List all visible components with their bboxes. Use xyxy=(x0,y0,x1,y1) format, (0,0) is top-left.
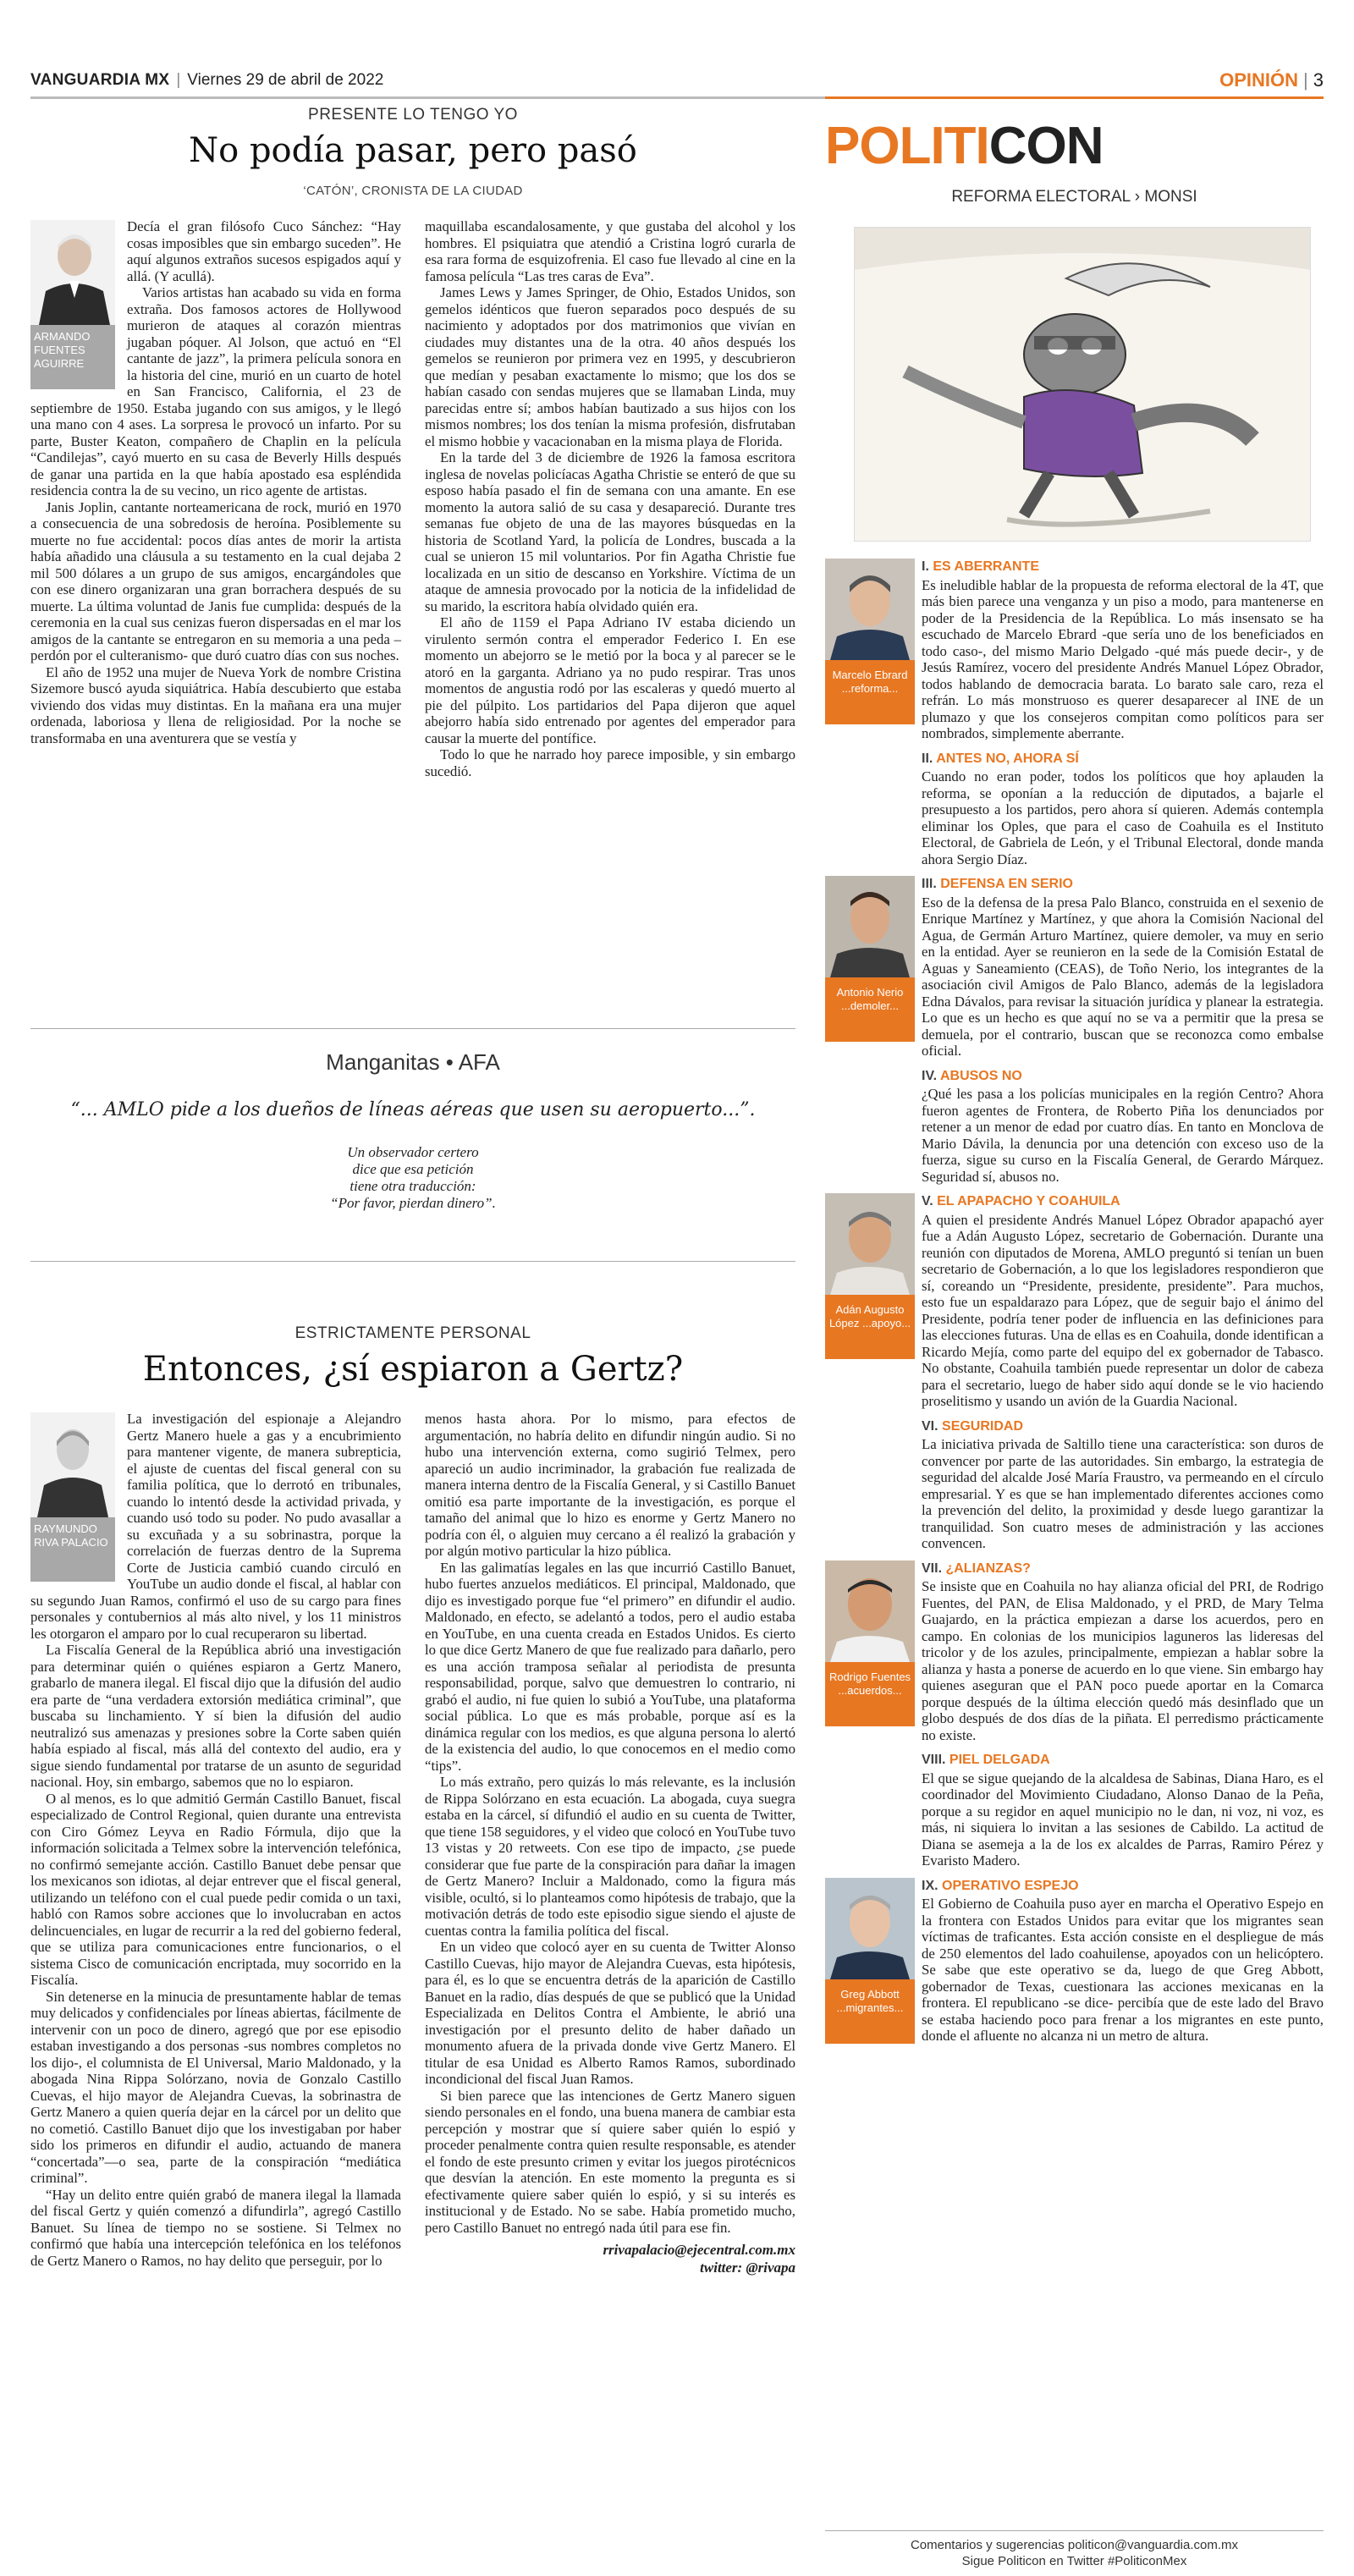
issue-date: Viernes 29 de abril de 2022 xyxy=(187,71,384,89)
paragraph: Lo más extraño, pero quizás lo más relevante, es la inclusión de Rippa Solórzano en esta ecuación. La abogada, cuya suegra estaba en la cárcel, sí difundió el audio en su cuenta de Twitter, que tiene 158 seguidores, y el video que colocó en YouTube tuvo 13 vistas y 20 retweets. Con ese tipo de impacto, ¿se puede considerar que fue parte de la conspiración para dañar la imagen de Gertz Manero? Incluir a Maldonado, como la figura más visible, ocultó, si lo planteamos como hipótesis de trabajo, que la motivación detrás de todo este episodio sigue siendo el ajuste de cuentas contra la familia política del fiscal. xyxy=(425,1774,795,1939)
item-text xyxy=(922,751,1324,868)
paragraph: Janis Joplin, cantante norteamericana de rock, murió en 1970 a consecuencia de una sobredosis de heroína. Posiblemente su muerte no fue accidental: pocos días antes de morir la artista había añadido una cláusula a su testamento en la cual dejaba 2 mil 500 dólares a un grupo de sus amigos, encargándoles que con ese dinero organizaran una gran borrachera después de su muerte. La última voluntad de Janis fue cumplida: después de la ceremonia en la cual sus cenizas fueron dispersadas en el mar los amigos de la cantante se entregaron en su memoria a una peda –perdón por el culteranismo- que duró cuatro días con sus noches. xyxy=(30,498,401,663)
newspaper-name: VANGUARDIA MX xyxy=(30,71,170,89)
item-body: El que se sigue quejando de la alcaldesa de Sabinas, Diana Haro, es el coordinador del Movimiento Ciudadano, Alonso Danao de la Peña, porque a su regidor en aquel municipio no le dan, ni voz, ni voz, es más, ni siquiera lo invitan a las sesiones de Cabildo. La actitud de Diana se asemeja a la de los ex alcaldes de Parras, Ramiro Pérez y Evaristo Madero. xyxy=(922,1770,1324,1869)
item-text xyxy=(922,1068,1324,1186)
item-heading xyxy=(922,751,1324,768)
section-name: OPINIÓN xyxy=(1219,69,1299,91)
author-portrait-icon xyxy=(30,220,115,325)
paragraph: Todo lo que he narrado hoy parece imposible, y sin embargo sucedió. xyxy=(425,746,795,779)
item-photo-caption: Antonio Nerio ...demoler... xyxy=(825,977,915,1042)
politicon-item xyxy=(825,1418,1324,1552)
item-photo-caption: Adán Augusto López ...apoyo... xyxy=(825,1295,915,1359)
item-heading xyxy=(922,876,1324,893)
item-heading xyxy=(922,1878,1324,1895)
manganitas-box xyxy=(30,1049,795,1212)
item-text xyxy=(922,876,1324,1060)
article-headline: Entonces, ¿sí espiaron a Gertz? xyxy=(142,1350,684,1389)
item-title: EL APAPACHO Y COAHUILA xyxy=(937,1194,1120,1208)
politicon-item xyxy=(825,1752,1324,1869)
item-body: Eso de la defensa de la presa Palo Blanco, construida en el sexenio de Enrique Martínez y Martínez, y que ahora la Comisión Nacional del Agua, de Germán Arturo Martínez, quiere demoler, va muy en serio en la entidad. Ayer se reunieron en la sede de la Comisión Estatal de Aguas y Saneamiento (CEAS), de Toño Nerio, los integrantes de la asociación civil Amigos de Palo Blanco, además de la legisladora Edna Dávalos, para revisar la situación jurídica y planear la estrategia. Lo que es un hecho es que aquí no se va a permitir que la presa se demuela, por el contrario, buscan que se reconozca como embalse oficial. xyxy=(922,894,1324,1059)
item-number: VII. xyxy=(922,1560,943,1576)
paragraph: Decía el gran filósofo Cuco Sánchez: “Hay cosas imposibles que sin embargo suceden”. He aquí algunos extraños sucesos espigados aquí y allá. (Y acullá). xyxy=(127,218,401,284)
item-photo xyxy=(825,876,915,1042)
verse-line: Un observador certero xyxy=(347,1144,479,1160)
author-photo xyxy=(30,1412,115,1582)
politicon-subtitle: REFORMA ELECTORAL › MONSI xyxy=(951,188,1197,206)
author-name: ARMANDO FUENTES AGUIRRE xyxy=(30,325,115,389)
author-contact xyxy=(425,2241,795,2276)
header-rule-accent xyxy=(825,96,1324,99)
section-label: OPINIÓN | 3 xyxy=(1219,69,1324,91)
author-portrait-icon xyxy=(30,1412,115,1517)
article-column-1 xyxy=(30,218,401,779)
item-title: PIEL DELGADA xyxy=(949,1753,1050,1767)
politicon-logo xyxy=(825,116,1324,176)
manganitas-title: Manganitas • AFA xyxy=(326,1049,500,1075)
item-number: V. xyxy=(922,1194,933,1208)
page-number: 3 xyxy=(1313,69,1324,91)
item-number: I. xyxy=(922,559,929,574)
item-photo xyxy=(825,1193,915,1359)
item-text xyxy=(922,1560,1324,1744)
politicon-item xyxy=(825,1560,1324,1744)
politicon-items xyxy=(825,559,1324,2045)
item-body: A quien el presidente Andrés Manuel López Obrador apapachó ayer fue a Adán Augusto López, secretario de Gobernación. Durante una reunión con diputados de Morena, AMLO preguntó si tenían un buen secretario de Gobernación, a lo que los legisladores respondieron que sí, coreando un “Presidente, presidente, presidente”. Para muchos, esto fue un espaldarazo para López, que de seguir bajo el ánimo del Presidente, podría tener poder de influencia en las definiciones para las elecciones futuras. Una de ellas es en Coahuila, donde identifican a Ricardo Mejía, como parte del equipo del ex gobernador de Tabasco. No obstante, Coahuila también puede representar un dolor de cabeza para el secretario, luego de haber sido aquí donde se le vio haciendo proselitismo y usando un avión de la Guardia Nacional. xyxy=(922,1211,1324,1409)
section-divider xyxy=(30,1261,795,1262)
person-photo-icon xyxy=(825,559,915,660)
item-title: DEFENSA EN SERIO xyxy=(940,877,1073,891)
footer-rule xyxy=(825,2530,1324,2531)
politicon-item xyxy=(825,876,1324,1060)
item-body: ¿Qué les pasa a los policías municipales en la región Centro? Ahora fueron agentes de Frontera, de Roberto Piña los denunciados por retener a un menor de edad por cuatro días. En tanto en Monclova de Mario Dávila, la denuncia por una detención con exceso uso de la fuerza, sigue su curso en la Fiscalía General, de Gerardo Márquez. Seguridad sí, abusos no. xyxy=(922,1086,1324,1185)
article-kicker: ESTRICTAMENTE PERSONAL xyxy=(294,1324,531,1342)
paragraph: “Hay un delito entre quién grabó de manera ilegal la llamada del fiscal Gertz y quién comenzó a difundirla”, agregó Castillo Banuet. Su línea de tiempo no se sostiene. Si Telmex no confirmó que había una intercepción telefónica en los teléfonos de Gertz Manero o Ramos, no hay delito que perseguir, por lo xyxy=(30,2186,401,2269)
item-title: ANTES NO, AHORA SÍ xyxy=(936,751,1079,766)
masthead: VANGUARDIA MX | Viernes 29 de abril de 2022 xyxy=(30,71,384,89)
item-text xyxy=(922,1752,1324,1869)
footer-contact[interactable]: Comentarios y sugerencias politicon@vanguardia.com.mx xyxy=(910,2538,1239,2552)
item-photo-caption: Marcelo Ebrard ...reforma... xyxy=(825,660,915,724)
paragraph: En la tarde del 3 de diciembre de 1926 la famosa escritora inglesa de novelas policíacas Agatha Christie se enteró de que su esposo había pasado el fin de semana con una amante. En ese momento la autora salió de su casa y desapareció. Durante tres semanas fue objeto de una de las mayores búsquedas en la historia de Scotland Yard, la policía de Londres, buscada a la cual se unieron 15 mil voluntarios. Por fin Agatha Christie fue localizada en un sitio de descanso en Yorkshire. Víctima de un ataque de amnesia provocado por la noticia de la infidelidad de su marido, la escritora había olvidado quién era. xyxy=(425,449,795,614)
politicon-item xyxy=(825,559,1324,742)
author-email[interactable]: rrivapalacio@ejecentral.com.mx xyxy=(603,2242,795,2258)
item-title: SEGURIDAD xyxy=(942,1418,1024,1434)
article-byline: ‘CATÓN’, CRONISTA DE LA CIUDAD xyxy=(303,184,523,198)
item-heading xyxy=(922,1193,1324,1210)
paragraph: Si bien parece que las intenciones de Gertz Manero siguen siendo personales en el fondo, una buena manera de cambiar esta percepción y mostrar que sí quiere saber quién lo espió y proceder penalmente contra quien resulte responsable, es atender el fondo de este presunto crimen y evitar los juegos pirotécnicos que desvían la atención. En este momento la pregunta es si efectivamente quiere saber quién lo espió, y si su interés es institucional y de Estado. No se sabe. Había prometido mucho, pero Castillo Banuet no entregó nada útil para ese fin. xyxy=(425,2087,795,2236)
paragraph: La Fiscalía General de la República abrió una investigación para determinar quién o quiénes espiaron a Gertz Manero, grabarlo de manera ilegal. El fiscal dijo que la difusión del audio era parte de “una verdadera extorsión mediática criminal”, que buscaba su linchamiento. Y sí bien la difusión del audio neutralizó sus amenazas y presiones sobre la Corte saben quién había espiado al fiscal, más allá del contexto del audio, era y sigue siendo fundamental por tratarse de un asunto de seguridad nacional. Hoy, sin embargo, sabemos que no lo espiaron. xyxy=(30,1642,401,1790)
politicon-item xyxy=(825,751,1324,868)
politicon-item xyxy=(825,1068,1324,1186)
item-heading xyxy=(922,559,1324,575)
verse-line: tiene otra traducción: xyxy=(350,1178,476,1194)
item-text xyxy=(922,559,1324,742)
article-body xyxy=(30,218,795,779)
paragraph: Sin detenerse en la minucia de presuntamente hablar de temas muy delicados y confidenciales por líneas abiertas, fácilmente de intervenir con un poco de dinero, agregó que por ese episodio estaban investigando a dos personas -sus nombres completos no los dijo-, el columnista de El Universal, Mario Maldonado, y la abogada Nina Rippa Solórzano, novia de Gonzalo Castillo Cuevas, el hijo mayor de Alejandra Cuevas, la sobrinastra de Gertz Manero a quien quería dejar en la cárcel por un delito que no cometió. Castillo Banuet dijo que los investigaban por haber sido los primeros en difundir el audio, actuando de manera “concertada”—o sea, parte de la conspiración “mediática criminal”. xyxy=(30,1988,401,2186)
article-column-1 xyxy=(30,1411,401,2276)
editorial-cartoon-image xyxy=(854,227,1311,542)
paragraph: O al menos, es lo que admitió Germán Castillo Banuet, fiscal especializado de Control Regional, quien durante una entrevista con Ciro Gómez Leyva en Radio Fórmula, dijo que la información solicitada a Telmex sobre la intervención telefónica, no confirmó semejante acción. Castillo Banuet debe pensar que los mexicanos son idiotas, al dejar entrever que el fiscal general, utilizando un teléfono con el cual puede pedir comida o un taxi, habló con Ramos sobre acciones que lo involucraban en actos delincuenciales, en lugar de recurrir a la red del gobierno federal, que se utiliza para comunicaciones entre funcionarios, o el sistema Cisco de comunicación encriptada, muy socorrido en la Fiscalía. xyxy=(30,1790,401,1988)
item-body: Cuando no eran poder, todos los políticos que hoy aplauden la reforma, se oponían a la reducción de diputados, a bajarle el presupuesto a los partidos, pero ahora sí quieren. Además contempla eliminar los Oples, que para el caso de Coahuila es el Instituto Electoral, de Gabriela de León, y el Tribunal Electoral, donde manda ahora Sergio Díaz. xyxy=(922,768,1324,867)
paragraph: maquillaba escandalosamente, y que gustaba del alcohol y los hombres. El psiquiatra que atendió a Cristina logró curarla de esa rara forma de esquizofrenia. El caso fue llevado al cine en la famosa película “Las tres caras de Eva”. xyxy=(425,218,795,284)
item-title: OPERATIVO ESPEJO xyxy=(942,1878,1079,1893)
article-cato xyxy=(30,106,795,779)
politicon-column xyxy=(825,106,1324,2053)
item-photo xyxy=(825,559,915,724)
item-photo-caption: Greg Abbott ...migrantes... xyxy=(825,1979,915,2044)
item-heading xyxy=(922,1752,1324,1769)
person-photo-icon xyxy=(825,1560,915,1662)
verse-line: “Por favor, pierdan dinero”. xyxy=(330,1195,496,1211)
manganitas-verse xyxy=(30,1144,795,1212)
paragraph: El año de 1952 una mujer de Nueva York de nombre Cristina Sizemore buscó ayuda siquiátrica. Había descubierto que estaba viviendo dos vidas muy distintas. En la mañana era una mujer ordenada, laboriosa y llena de religiosidad. Por la noche se transformaba en una aventurera que se vestía y xyxy=(30,663,401,746)
item-number: IX. xyxy=(922,1878,938,1893)
politicon-item xyxy=(825,1193,1324,1410)
page-header xyxy=(30,66,1324,100)
footer-twitter[interactable]: Sigue Politicon en Twitter #PoliticonMex xyxy=(961,2554,1187,2568)
politicon-footer xyxy=(825,2537,1324,2569)
author-photo xyxy=(30,220,115,389)
paragraph: La investigación del espionaje a Alejandro Gertz Manero huele a gas y a encubrimiento para mantener vigente, de manera subrepticia, el ajuste de cuentas del fiscal general con su familia política, que lo derrotó en tribunales, cuando lo intentó desde la actividad privada, y cuando usó todo su poder. No pudo avasallar a su excuñada y a su sobrinastra, porque la correlación de fuerzas dentro de la Suprema Corte de Justicia cambió cuando circuló en YouTube un audio donde el fiscal, al hablar con su segundo Juan Ramos, confirmó el uso de su cargo para fines personales y contubernios al más alto nivel, y los 11 ministros les otorgaron el amparo por lo cual recuperaron su libertad. xyxy=(30,1411,401,1642)
item-text xyxy=(922,1878,1324,2045)
logo-part-2: CON xyxy=(988,117,1104,175)
article-riva-palacio xyxy=(30,1324,795,2276)
item-text xyxy=(922,1193,1324,1410)
article-headline: No podía pasar, pero pasó xyxy=(189,131,637,170)
politicon-item xyxy=(825,1878,1324,2045)
person-photo-icon xyxy=(825,1193,915,1295)
item-number: II. xyxy=(922,751,933,766)
manganitas-quote: “... AMLO pide a los dueños de líneas aéreas que usen su aeropuerto...”. xyxy=(70,1099,756,1120)
article-kicker: PRESENTE LO TENGO YO xyxy=(308,106,518,124)
item-number: VIII. xyxy=(922,1753,946,1767)
paragraph: James Lews y James Springer, de Ohio, Estados Unidos, son gemelos idénticos que fueron separados poco después de su nacimiento y adoptados por dos matrimonios que vivían en ciudades muy distantes una de la otra. 40 años después los gemelos se reunieron por primera vez en 1995, y descubrieron que medían y pesaban exactamente lo mismo; que los dos se habían casado con sendas mujeres que se llamaban Linda, muy parecidas entre sí; ambos habían bautizado a sus hijos con los mismos nombres; los dos tenían la misma profesión, disfrutaban el mismo hobbie y vacacionaban en la misma playa de Florida. xyxy=(425,284,795,449)
item-title: ¿ALIANZAS? xyxy=(945,1560,1031,1576)
section-divider xyxy=(30,1028,795,1029)
item-photo xyxy=(825,1560,915,1726)
author-twitter[interactable]: twitter: @rivapa xyxy=(700,2260,795,2276)
logo-part-1: POLITI xyxy=(825,117,989,175)
item-title: ABUSOS NO xyxy=(939,1068,1022,1083)
item-heading xyxy=(922,1560,1324,1577)
paragraph: Varios artistas han acabado su vida en forma extraña. Dos famosos actores de Hollywood murieron de ataques al corazón mientras jugaban póquer. Al Jolson, que actuó en “El cantante de jazz”, la primera película sonora en la historia del cine, murió en un cuarto de hotel en San Francisco, California, el 23 de septiembre de 1950. Estaba jugando con sus amigos, y le llegó una mano con 4 ases. La sorpresa le provocó un infarto. Por su parte, Buster Keaton, compañero de Chaplin en la película “Candilejas”, cayó muerto en su casa de Beverly Hills después de ganar una partida en la que había apostado esa espléndida residencia contra la de su vecino, un rico agente de artistas. xyxy=(30,284,401,498)
item-title: ES ABERRANTE xyxy=(933,559,1039,574)
item-number: III. xyxy=(922,877,937,891)
article-column-2 xyxy=(425,218,795,779)
item-body: Se insiste que en Coahuila no hay alianza oficial del PRI, de Rodrigo Fuentes, del PAN, de Elisa Maldonado, y el PRD, de Mary Telma Guajardo, en la práctica empiezan a darse los acuerdos, pero en campo. En colonias de los municipios laguneros las lideresas del tricolor y de los azules, principalmente, empiezan a hablar sobre la alianza y hasta a ponerse de acuerdo en lo que viene. Sin embargo hay quienes aseguran que el PAN poco puede aportar en la Comarca porque después de la última elección quedó más desinflado que un globo después de dos días de la piñata. El perredismo prácticamente no existe. xyxy=(922,1578,1324,1743)
paragraph: menos hasta ahora. Por lo mismo, para efectos de argumentación, no habría delito en difundir ningún audio. Si no hubo una intervención externa, como sugirió Telmex, pero apareció un audio incriminador, la grabación fue realizada de manera interna dentro de la Fiscalía General, y si Castillo Banuet omitió esa parte importante de la investigación, es porque el tamaño del animal que lo hizo es enorme y Gertz Manero no podría con él, o alguien muy cercano a él realizó la grabación y por algún motivo particular la hizo pública. xyxy=(425,1411,795,1559)
paragraph: El año de 1159 el Papa Adriano IV estaba diciendo un virulento sermón contra el emperador Federico I. En ese momento un abejorro se le metió por la boca y al parecer se le atoró en la garganta. Adriano ya no pudo respirar. Tras unos momentos de angustia rodó por las escaleras y quedó muerto al pie del púlpito. Los partidarios del Papa dijeron que aquel abejorro había sido entrenado por agentes del emperador para causar la muerte del pontífice. xyxy=(425,614,795,746)
paragraph: En un video que colocó ayer en su cuenta de Twitter Alonso Castillo Cuevas, hijo mayor de Alejandra Cuevas, esta hipótesis, para él, es lo que se encuentra detrás de la aparición de Castillo Banuet en la radio, días después de que se publicó que la Unidad Especializada en Delitos Contra el Ambiente, le abrió una investigación por el presunto delito de haber dañado un monumento afuera de la privada donde vive Gertz Manero. El titular de esa Unidad es Alberto Ramos Ramos, subordinado incondicional del fiscal Juan Ramos. xyxy=(425,1939,795,2087)
item-body: La iniciativa privada de Saltillo tiene una característica: son duros de convencer por parte de las autoridades. Sin embargo, la estrategia de seguridad del alcalde José María Fraustro, va permeando en el círculo empresarial. Y es que se han implementado diferentes acciones como la prevención del delito, la proximidad y desde luego garantizar la tranquilidad. Son cuatro meses de administración y las acciones convencen. xyxy=(922,1436,1324,1551)
paragraph: En las galimatías legales en las que incurrió Castillo Banuet, hubo fuertes anzuelos mediáticos. El principal, Maldonado, que dijo es investigado porque fue “el primero” en difundir el audio. Maldonado, en efecto, se adelantó a todos, pero el audio estaba en YouTube, en una cuenta creada en Estados Unidos. Es cierto lo que dice Gertz Manero de que fue realizado para dañarlo, pero es una acción tramposa señalar al periodista de presunta responsabilidad, porque, salvo que demuestren lo contrario, ni grabó el audio, ni fue quien lo subió a YouTube, una plataforma social pública. Lo que es más probable, porque así es la dinámica regular con los medios, es que alguna persona lo alertó de la existencia del audio, lo que conocemos en el medio como “tips”. xyxy=(425,1559,795,1774)
item-number: IV. xyxy=(922,1068,938,1083)
item-body: Es ineludible hablar de la propuesta de reforma electoral de la 4T, que más bien parece una venganza y un piso a modo, para mantenerse en poder de la Presidencia de la República. Lo más insensato se ha escuchado de Marcelo Ebrard -que sería uno de los beneficiados en todo caso-, del mismo Mario Delgado -qué más puede decir-, y de Jesús Ramírez, vocero del presidente Andrés Manuel López Obrador, todos hablando de democracia barata. Lo barato sale caro, reza el refrán. Lo más monstruoso es querer desaparecer al INE de un plumazo y que los consejeros compitan como políticos para ser nombrados, simplemente aberrante. xyxy=(922,576,1324,741)
item-photo-caption: Rodrigo Fuentes ...acuerdos... xyxy=(825,1662,915,1726)
person-photo-icon xyxy=(825,1878,915,1979)
item-number: VI. xyxy=(922,1418,938,1434)
item-heading xyxy=(922,1418,1324,1435)
author-name: RAYMUNDO RIVA PALACIO xyxy=(30,1517,115,1582)
item-heading xyxy=(922,1068,1324,1085)
article-column-2 xyxy=(425,1411,795,2276)
item-text xyxy=(922,1418,1324,1552)
item-photo xyxy=(825,1878,915,2044)
verse-line: dice que esa petición xyxy=(352,1161,474,1177)
article-body xyxy=(30,1411,795,2276)
item-body: El Gobierno de Coahuila puso ayer en marcha el Operativo Espejo en la frontera con Estados Unidos para evitar que los migrantes sean víctimas de traficantes. Esta acción consiste en el despliegue de más de 250 elementos del lado coahuilense, apoyados con un helicóptero. Se sabe que este operativo se da, luego de que Greg Abbott, gobernador de Texas, cuestionara las acciones mexicanas en la frontera. El republicano -se dice- percibía que de este lado del Bravo se estaba haciendo poco para frenar a los migrantes en este punto, donde el afluente no alcanza ni un metro de altura. xyxy=(922,1896,1324,2044)
person-photo-icon xyxy=(825,876,915,977)
